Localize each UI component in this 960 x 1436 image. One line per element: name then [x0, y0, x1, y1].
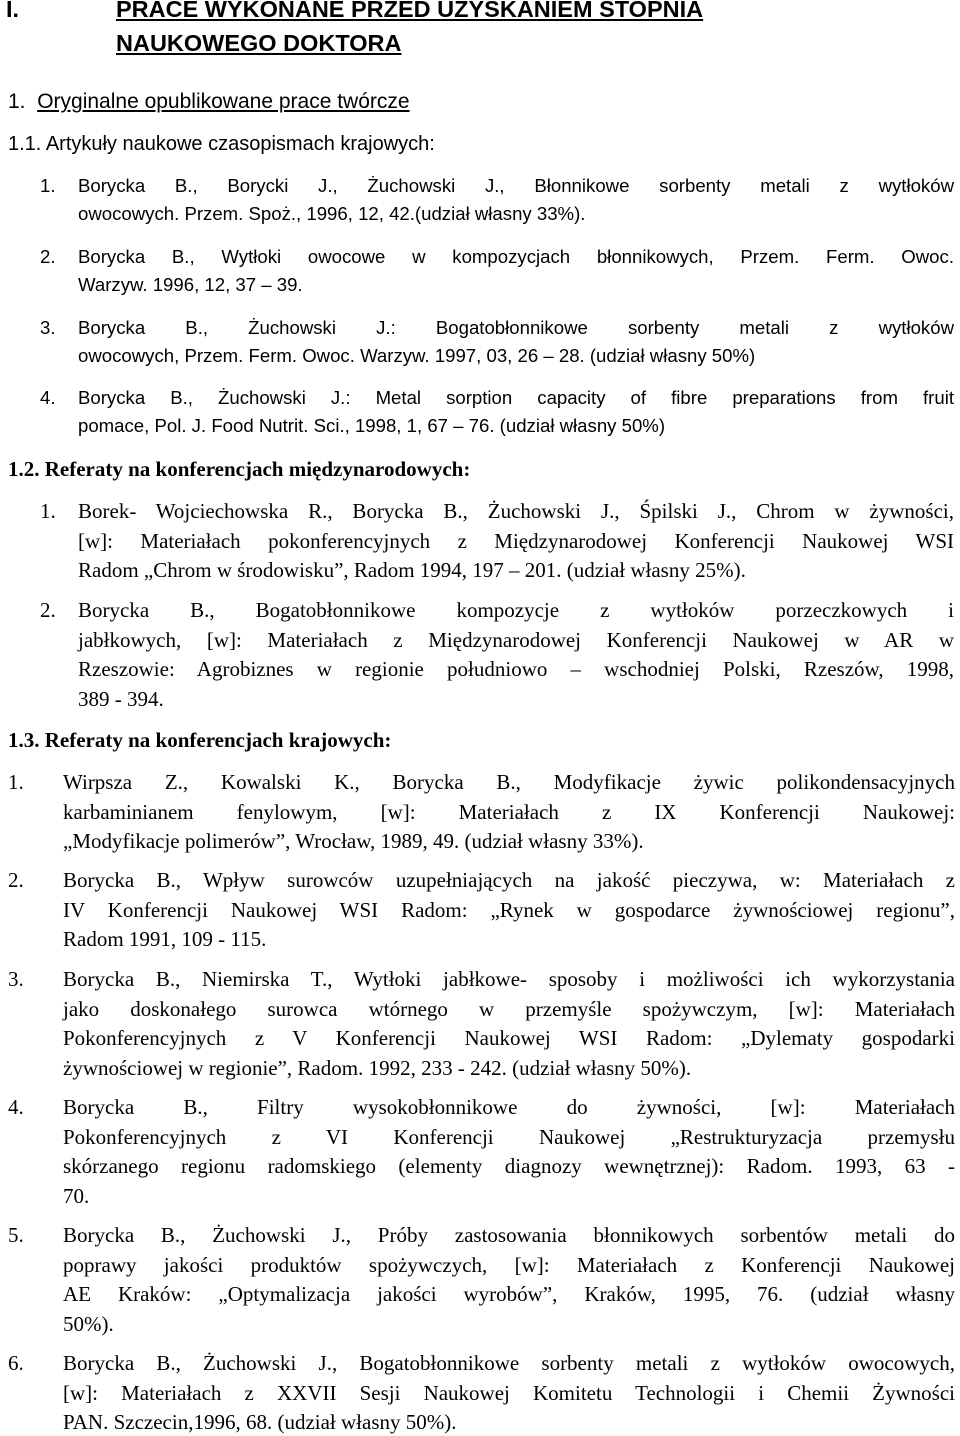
item-line: IV Konferencji Naukowej WSI Radom: „Rynek w gospodarce żywnościowej regionu”, — [63, 897, 955, 922]
item-number: 4. — [8, 1095, 24, 1119]
item-number: 5. — [8, 1223, 24, 1247]
item-line: 50%). — [63, 1311, 114, 1336]
item-text — [63, 1221, 955, 1339]
section-1-number: 1. — [8, 90, 26, 113]
section-1-2-heading: 1.2. Referaty na konferencjach międzynarodowych: — [8, 457, 471, 481]
item-text — [63, 965, 955, 1083]
item-text — [78, 314, 954, 370]
heading-number: I. — [6, 0, 20, 22]
item-text — [78, 172, 954, 228]
section-1-title: Oryginalne opublikowane prace twórcze — [37, 90, 410, 113]
item-line: Borycka B., Żuchowski J., Bogatobłonnikowe sorbenty metali z wytłoków owocowych, — [63, 1351, 955, 1375]
item-line: Borycka B., Wytłoki owocowe w kompozycjach błonnikowych, Przem. Ferm. Owoc. — [78, 246, 954, 267]
item-number: 2. — [40, 598, 56, 622]
item-text — [63, 768, 955, 857]
item-line: Radom „Chrom w środowisku”, Radom 1994, 197 – 201. (udział własny 25%). — [78, 558, 746, 582]
item-line: Borycka B., Bogatobłonnikowe kompozycje z wytłoków porzeczkowych i — [78, 598, 954, 622]
item-text — [78, 384, 954, 440]
item-line: Borycka B., Filtry wysokobłonnikowe do żywności, [w]: Materiałach — [63, 1095, 955, 1119]
item-line: Rzeszowie: Agrobiznes w regionie południowo – wschodniej Polski, Rzeszów, 1998, — [78, 657, 954, 681]
item-line: Pokonferencyjnych z VI Konferencji Naukowej „Restrukturyzacja przemysłu — [63, 1124, 955, 1149]
item-line: 389 - 394. — [78, 686, 164, 711]
item-line: Borycka B., Wpływ surowców uzupełniających na jakość pieczywa, w: Materiałach z — [63, 868, 955, 892]
item-line: Pokonferencyjnych z V Konferencji Naukowej WSI Radom: „Dylematy gospodarki — [63, 1026, 955, 1050]
section-1-1-heading: 1.1. Artykuły naukowe czasopismach krajowych: — [8, 133, 435, 155]
item-line: Borycka B., Niemirska T., Wytłoki jabłkowe- sposoby i możliwości ich wykorzystania — [63, 967, 955, 991]
item-line: jabłkowych, [w]: Materiałach z Międzynarodowej Konferencji Naukowej w AR w — [78, 627, 954, 652]
item-number: 3. — [8, 967, 24, 991]
heading-line-2: NAUKOWEGO DOKTORA — [116, 30, 402, 56]
section-1-heading — [8, 89, 410, 115]
item-number: 1. — [40, 175, 56, 196]
heading-line-1: PRACE WYKONANE PRZED UZYSKANIEM STOPNIA — [116, 0, 704, 22]
item-text — [78, 596, 954, 714]
item-line: Borycka B., Żuchowski J.: Metal sorption capacity of fibre preparations from fruit — [78, 387, 954, 408]
item-line: [w]: Materiałach pokonferencyjnych z Międzynarodowej Konferencji Naukowej WSI — [78, 528, 954, 553]
item-line: Wirpsza Z., Kowalski K., Borycka B., Modyfikacje żywic polikondensacyjnych — [63, 770, 955, 794]
item-number: 1. — [8, 770, 24, 794]
item-number: 3. — [40, 317, 56, 338]
item-line: 70. — [63, 1183, 90, 1208]
item-line: Borycka B., Żuchowski J., Próby zastosowania błonnikowych sorbentów metali do — [63, 1223, 955, 1247]
item-line: karbaminianem fenylowym, [w]: Materiałach z IX Konferencji Naukowej: — [63, 799, 955, 824]
item-number: 1. — [40, 499, 56, 523]
item-line: Borycka B., Borycki J., Żuchowski J., Błonnikowe sorbenty metali z wytłoków — [78, 175, 954, 196]
item-text — [63, 1093, 955, 1211]
item-line: poprawy jakości produktów spożywczych, [w]: Materiałach z Konferencji Naukowej — [63, 1252, 955, 1277]
item-line: skórzanego regionu radomskiego (elementy diagnozy wewnętrznej): Radom. 1993, 63 - — [63, 1154, 955, 1178]
item-line: „Modyfikacje polimerów”, Wrocław, 1989, 49. (udział własny 33%). — [63, 829, 644, 853]
item-number: 2. — [8, 868, 24, 892]
item-line: Borek- Wojciechowska R., Borycka B., Żuchowski J., Śpilski J., Chrom w żywności, — [78, 499, 954, 523]
item-text — [63, 1349, 955, 1436]
item-line: AE Kraków: „Optymalizacja jakości wyrobów”, Kraków, 1995, 76. (udział własny — [63, 1282, 955, 1306]
item-line: Radom 1991, 109 - 115. — [63, 927, 267, 951]
item-number: 2. — [40, 246, 56, 267]
item-text — [78, 497, 954, 586]
item-line: [w]: Materiałach z XXVII Sesji Naukowej Komitetu Technologii i Chemii Żywności — [63, 1380, 955, 1405]
item-line: pomace, Pol. J. Food Nutrit. Sci., 1998, 1, 67 – 76. (udział własny 50%) — [78, 415, 666, 436]
item-line: żywnościowej w regionie”, Radom. 1992, 233 - 242. (udział własny 50%). — [63, 1055, 692, 1080]
item-line: PAN. Szczecin,1996, 68. (udział własny 50%). — [63, 1410, 457, 1434]
item-text — [63, 866, 955, 955]
item-line: owocowych. Przem. Spoż., 1996, 12, 42.(udział własny 33%). — [78, 203, 586, 224]
item-number: 4. — [40, 387, 56, 408]
section-1-3-heading: 1.3. Referaty na konferencjach krajowych: — [8, 728, 392, 752]
item-text — [78, 243, 954, 299]
item-line: jako doskonałego surowca wtórnego w przemyśle spożywczym, [w]: Materiałach — [63, 996, 955, 1021]
item-line: Warzyw. 1996, 12, 37 – 39. — [78, 274, 303, 295]
item-line: owocowych, Przem. Ferm. Owoc. Warzyw. 1997, 03, 26 – 28. (udział własny 50%) — [78, 345, 756, 366]
item-line: Borycka B., Żuchowski J.: Bogatobłonnikowe sorbenty metali z wytłoków — [78, 317, 954, 338]
item-number: 6. — [8, 1351, 24, 1375]
